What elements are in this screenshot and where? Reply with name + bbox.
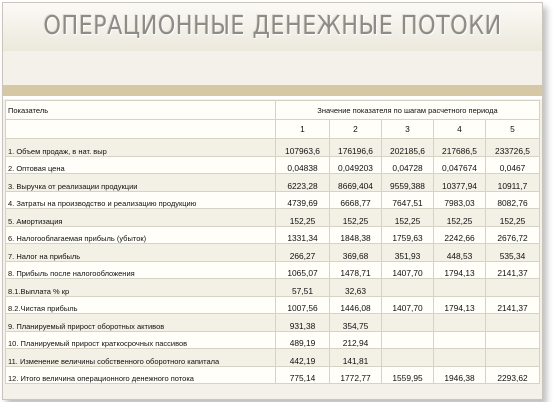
value-cell: 152,25 [434,209,486,227]
row-label: 8. Прибыль после налогообложения [6,261,276,279]
value-cell: 1407,70 [382,296,434,314]
value-cell: 2141,37 [486,296,540,314]
value-cell: 0,049203 [330,156,382,174]
value-cell [382,279,434,297]
value-cell: 0,047674 [434,156,486,174]
value-cell [382,349,434,367]
table-row [6,209,540,227]
value-cell [486,331,540,349]
value-cell: 8669,404 [330,174,382,192]
step-numbers-row [6,120,540,139]
value-cell: 351,93 [382,244,434,262]
value-cell: 448,53 [434,244,486,262]
value-cell: 57,51 [276,279,330,297]
value-cell: 152,25 [382,209,434,227]
value-cell: 6668,77 [330,191,382,209]
value-cell: 8082,76 [486,191,540,209]
value-cell: 1478,71 [330,261,382,279]
value-cell: 1946,38 [434,366,486,384]
value-cell: 2676,72 [486,226,540,244]
step-header-blank [6,120,276,139]
value-cell: 10377,94 [434,174,486,192]
value-cell: 1794,13 [434,296,486,314]
table-row [6,349,540,367]
value-cell: 2293,62 [486,366,540,384]
row-label: 8.2.Чистая прибыль [6,296,276,314]
table-row [6,366,540,384]
value-cell: 1772,77 [330,366,382,384]
value-cell: 141,81 [330,349,382,367]
value-cell [434,279,486,297]
row-label: 10. Планируемый прирост краткосрочных пассивов [6,331,276,349]
table-row [6,331,540,349]
value-cell: 489,19 [276,331,330,349]
step-header: 4 [434,120,486,139]
value-cell: 0,04838 [276,156,330,174]
table-row [6,261,540,279]
value-cell: 1759,63 [382,226,434,244]
value-cell: 2242,66 [434,226,486,244]
value-cell: 7647,51 [382,191,434,209]
value-cell: 369,68 [330,244,382,262]
period-values-header: Значение показателя по шагам расчетного периода [276,101,540,120]
accent-divider [3,96,542,99]
value-cell: 1794,13 [434,261,486,279]
value-cell: 32,63 [330,279,382,297]
value-cell [434,349,486,367]
value-cell: 233726,5 [486,139,540,157]
row-label: 7. Налог на прибыль [6,244,276,262]
value-cell: 202185,6 [382,139,434,157]
value-cell: 1065,07 [276,261,330,279]
value-cell: 1007,56 [276,296,330,314]
table-row [6,226,540,244]
value-cell: 1331,34 [276,226,330,244]
row-label: 9. Планируемый прирост оборотных активов [6,314,276,332]
value-cell: 10911,7 [486,174,540,192]
table-row [6,139,540,157]
table-row [6,191,540,209]
value-cell: 1446,08 [330,296,382,314]
table-row [6,314,540,332]
step-header: 3 [382,120,434,139]
value-cell: 0,04728 [382,156,434,174]
value-cell: 1848,38 [330,226,382,244]
value-cell: 212,94 [330,331,382,349]
value-cell: 2141,37 [486,261,540,279]
value-cell: 354,75 [330,314,382,332]
table-row [6,279,540,297]
value-cell: 9559,388 [382,174,434,192]
value-cell: 4739,69 [276,191,330,209]
value-cell: 107963,6 [276,139,330,157]
value-cell: 152,25 [330,209,382,227]
value-cell [486,279,540,297]
value-cell: 176196,6 [330,139,382,157]
value-cell: 217686,5 [434,139,486,157]
row-label: 4. Затраты на производство и реализацию продукцию [6,191,276,209]
row-label: 5. Амортизация [6,209,276,227]
value-cell: 6223,28 [276,174,330,192]
row-label: 3. Выручка от реализации продукции [6,174,276,192]
row-label: 6. Налогооблагаемая прибыль (убыток) [6,226,276,244]
indicator-column-header: Показатель [6,101,276,120]
table-header-row [6,101,540,120]
value-cell: 0,0467 [486,156,540,174]
row-label-unit: нат. выр [78,146,107,156]
step-header: 5 [486,120,540,139]
table-row [6,174,540,192]
value-cell: 152,25 [486,209,540,227]
table-row [6,296,540,314]
row-label: 2. Оптовая цена [6,156,276,174]
value-cell: 931,38 [276,314,330,332]
table-row [6,156,540,174]
slide-title: ОПЕРАЦИОННЫЕ ДЕНЕЖНЫЕ ПОТОКИ [43,11,502,41]
table-row [6,244,540,262]
value-cell: 1559,95 [382,366,434,384]
value-cell [382,331,434,349]
value-cell: 152,25 [276,209,330,227]
value-cell: 7983,03 [434,191,486,209]
row-label: 12. Итого величина операционного денежного потока [6,366,276,384]
row-label: 11. Изменение величины собственного оборотного капитала [6,349,276,367]
row-label: 8.1.Выплата % кр [6,279,276,297]
value-cell: 535,34 [486,244,540,262]
slide [2,2,543,400]
step-header: 1 [276,120,330,139]
value-cell [382,314,434,332]
value-cell [434,314,486,332]
value-cell [486,349,540,367]
value-cell [486,314,540,332]
value-cell: 442,19 [276,349,330,367]
value-cell [434,331,486,349]
row-label [6,139,276,157]
step-header: 2 [330,120,382,139]
row-label-text: 1. Объем продаж, в [8,146,79,156]
cash-flow-table [5,100,540,384]
value-cell: 1407,70 [382,261,434,279]
value-cell: 775,14 [276,366,330,384]
value-cell: 266,27 [276,244,330,262]
